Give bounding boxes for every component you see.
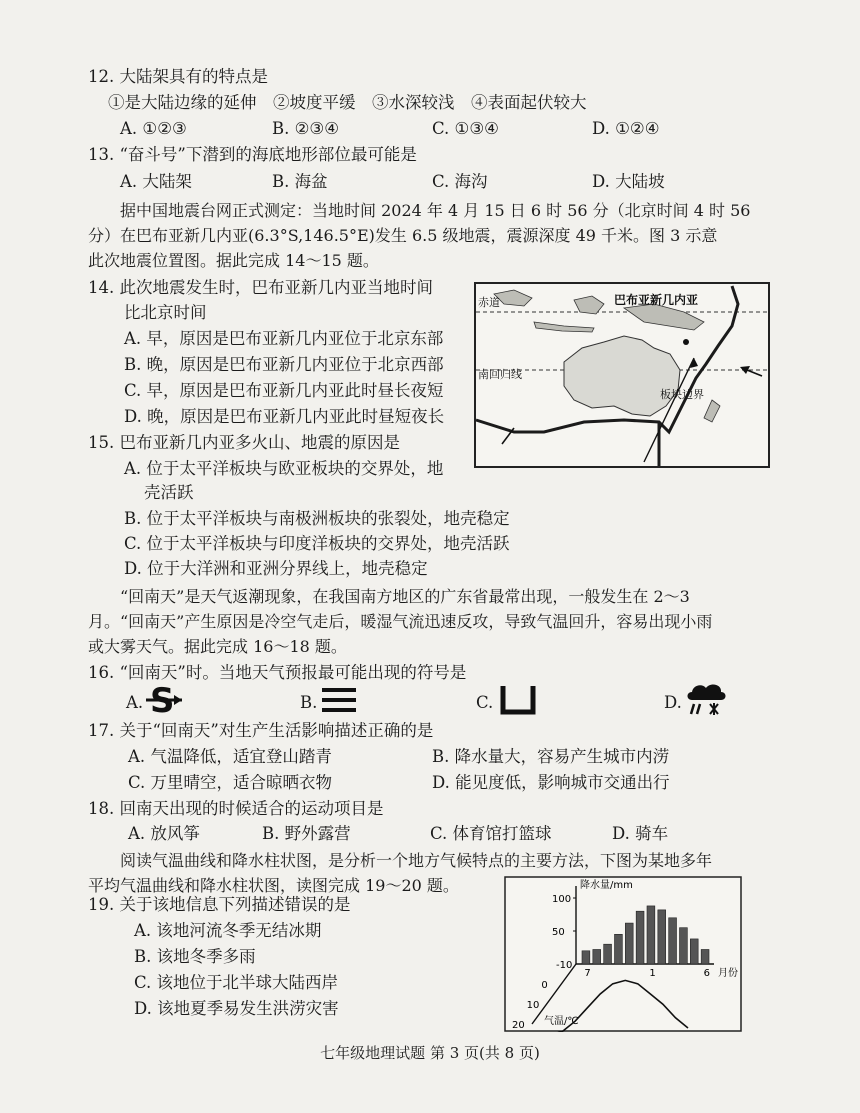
drought-icon[interactable] — [500, 684, 536, 716]
month-tick-label: 7 — [584, 968, 591, 979]
passage1-line1: 据中国地震台网正式测定：当地时间 2024 年 4 月 15 日 6 时 56 分（北京时间 4 时 56 — [120, 201, 751, 220]
q19-stem: 19. 关于该地信息下列描述错误的是 — [88, 895, 351, 914]
q15-option-a[interactable]: A. 位于太平洋板块与欧亚板块的交界处，地 — [124, 459, 444, 478]
passage3-line1: 阅读气温曲线和降水柱状图，是分析一个地方气候特点的主要方法，下图为某地多年 — [120, 851, 713, 870]
precip-bar — [615, 934, 623, 964]
epicenter-marker — [683, 339, 689, 345]
sleet-icon[interactable] — [684, 680, 728, 720]
q19-option-d[interactable]: D. 该地夏季易发生洪涝灾害 — [134, 999, 339, 1018]
q15-option-b[interactable]: B. 位于太平洋板块与南极洲板块的张裂处，地壳稳定 — [124, 509, 510, 528]
q15-stem: 15. 巴布亚新几内亚多火山、地震的原因是 — [88, 433, 400, 452]
page-footer: 七年级地理试题 第 3 页(共 8 页) — [320, 1044, 540, 1062]
earthquake-location-map — [474, 282, 770, 468]
temp-tick-label: 0 — [541, 980, 548, 991]
q19-option-a[interactable]: A. 该地河流冬季无结冰期 — [134, 921, 322, 940]
q15-option-c[interactable]: C. 位于太平洋板块与印度洋板块的交界处，地壳活跃 — [124, 534, 510, 553]
svg-text:S: S — [150, 681, 175, 720]
q14-stem-cont: 比北京时间 — [124, 303, 207, 322]
precip-bar — [582, 951, 590, 964]
q19-option-c[interactable]: C. 该地位于北半球大陆西岸 — [134, 973, 339, 992]
passage1-line2: 分）在巴布亚新几内亚(6.3°S,146.5°E)发生 6.5 级地震，震源深度 49 千米。图 3 示意 — [88, 226, 718, 245]
q17-stem: 17. 关于“回南天”对生产生活影响描述正确的是 — [88, 721, 434, 740]
q13-option-a[interactable]: A. 大陆架 — [120, 172, 192, 191]
temp-axis-label: 气温/℃ — [544, 1016, 579, 1027]
precip-bar — [701, 949, 709, 964]
q12-option-c[interactable]: C. ①③④ — [432, 119, 499, 138]
q14-stem: 14. 此次地震发生时，巴布亚新几内亚当地时间 — [88, 278, 433, 297]
sandstorm-icon[interactable] — [144, 680, 184, 720]
q13-option-c[interactable]: C. 海沟 — [432, 172, 488, 191]
q17-option-c[interactable]: C. 万里晴空，适合晾晒衣物 — [128, 773, 333, 792]
precip-bar — [669, 918, 677, 964]
month-tick-label: 6 — [703, 968, 710, 979]
fog-icon[interactable] — [322, 686, 356, 716]
passage-earthquake — [88, 198, 788, 273]
q13-stem: 13. “奋斗号”下潜到的海底地形部位最可能是 — [88, 145, 417, 164]
map-label-boundary: 板块边界 — [660, 388, 704, 401]
q13-option-d[interactable]: D. 大陆坡 — [592, 172, 665, 191]
q16-option-b-label[interactable]: B. — [300, 693, 318, 712]
q17-option-d[interactable]: D. 能见度低，影响城市交通出行 — [432, 773, 670, 792]
precip-bar — [636, 911, 644, 964]
q13-option-b[interactable]: B. 海盆 — [272, 172, 328, 191]
precip-bar — [625, 923, 633, 964]
q18-option-a[interactable]: A. 放风筝 — [128, 824, 200, 843]
map-label-country: 巴布亚新几内亚 — [614, 293, 699, 307]
q19-option-b[interactable]: B. 该地冬季多雨 — [134, 947, 256, 966]
climate-chart — [504, 876, 742, 1032]
q16-option-a-label[interactable]: A. — [126, 693, 144, 712]
x-axis-label: 月份 — [718, 968, 738, 979]
q14-option-a[interactable]: A. 早，原因是巴布亚新几内亚位于北京东部 — [124, 329, 444, 348]
q18-option-c[interactable]: C. 体育馆打篮球 — [430, 824, 552, 843]
precip-bar — [647, 906, 655, 964]
temp-tick-label: -10 — [556, 960, 573, 971]
q18-option-b[interactable]: B. 野外露营 — [262, 824, 351, 843]
precip-bar — [690, 939, 698, 964]
precip-tick-label: 100 — [552, 894, 572, 905]
precip-bar — [680, 928, 688, 964]
q17-option-a[interactable]: A. 气温降低，适宜登山踏青 — [128, 747, 332, 766]
q12-stem: 12. 大陆架具有的特点是 — [88, 67, 268, 86]
q12-option-d[interactable]: D. ①②④ — [592, 119, 660, 138]
bleed-through — [480, 70, 494, 90]
q12-option-a[interactable]: A. ①②③ — [120, 119, 187, 138]
q18-stem: 18. 回南天出现的时候适合的运动项目是 — [88, 799, 384, 818]
q16-option-c-label[interactable]: C. — [476, 693, 494, 712]
q15-option-d[interactable]: D. 位于大洋洲和亚洲分界线上，地壳稳定 — [124, 559, 428, 578]
q17-option-b[interactable]: B. 降水量大，容易产生城市内涝 — [432, 747, 670, 766]
q14-option-c[interactable]: C. 早，原因是巴布亚新几内亚此时昼长夜短 — [124, 381, 444, 400]
precip-tick-label: 50 — [552, 927, 565, 938]
passage-huinantian — [88, 584, 788, 659]
precip-bar — [604, 944, 612, 964]
q15-option-a-cont: 壳活跃 — [144, 483, 194, 502]
q18-option-d[interactable]: D. 骑车 — [612, 824, 669, 843]
q14-option-b[interactable]: B. 晚，原因是巴布亚新几内亚位于北京西部 — [124, 355, 444, 374]
precip-bar — [658, 910, 666, 964]
temp-tick-label: 10 — [526, 1000, 540, 1011]
passage3-line2: 平均气温曲线和降水柱状图，读图完成 19～20 题。 — [88, 876, 459, 895]
map-label-equator: 赤道 — [478, 296, 500, 309]
q16-stem: 16. “回南天”时。当地天气预报最可能出现的符号是 — [88, 663, 467, 682]
q14-option-d[interactable]: D. 晚，原因是巴布亚新几内亚此时昼短夜长 — [124, 407, 445, 426]
month-tick-label: 1 — [649, 968, 656, 979]
precip-bar — [593, 949, 601, 964]
passage2-line3: 或大雾天气。据此完成 16～18 题。 — [88, 637, 347, 656]
q16-option-d-label[interactable]: D. — [664, 693, 682, 712]
q12-option-b[interactable]: B. ②③④ — [272, 119, 339, 138]
q12-statements: ①是大陆边缘的延伸 ②坡度平缓 ③水深较浅 ④表面起伏较大 — [108, 93, 587, 112]
map-label-tropic: 南回归线 — [478, 368, 522, 381]
temp-tick-label: 20 — [512, 1020, 525, 1031]
passage1-line3: 此次地震位置图。据此完成 14～15 题。 — [88, 251, 379, 270]
passage2-line2: 月。“回南天”产生原因是冷空气走后，暖湿气流迅速反攻，导致气温回升，容易出现小雨 — [88, 612, 713, 631]
precip-axis-label: 降水量/mm — [580, 880, 633, 891]
passage2-line1: “回南天”是天气返潮现象，在我国南方地区的广东省最常出现，一般发生在 2～3 — [120, 587, 690, 606]
